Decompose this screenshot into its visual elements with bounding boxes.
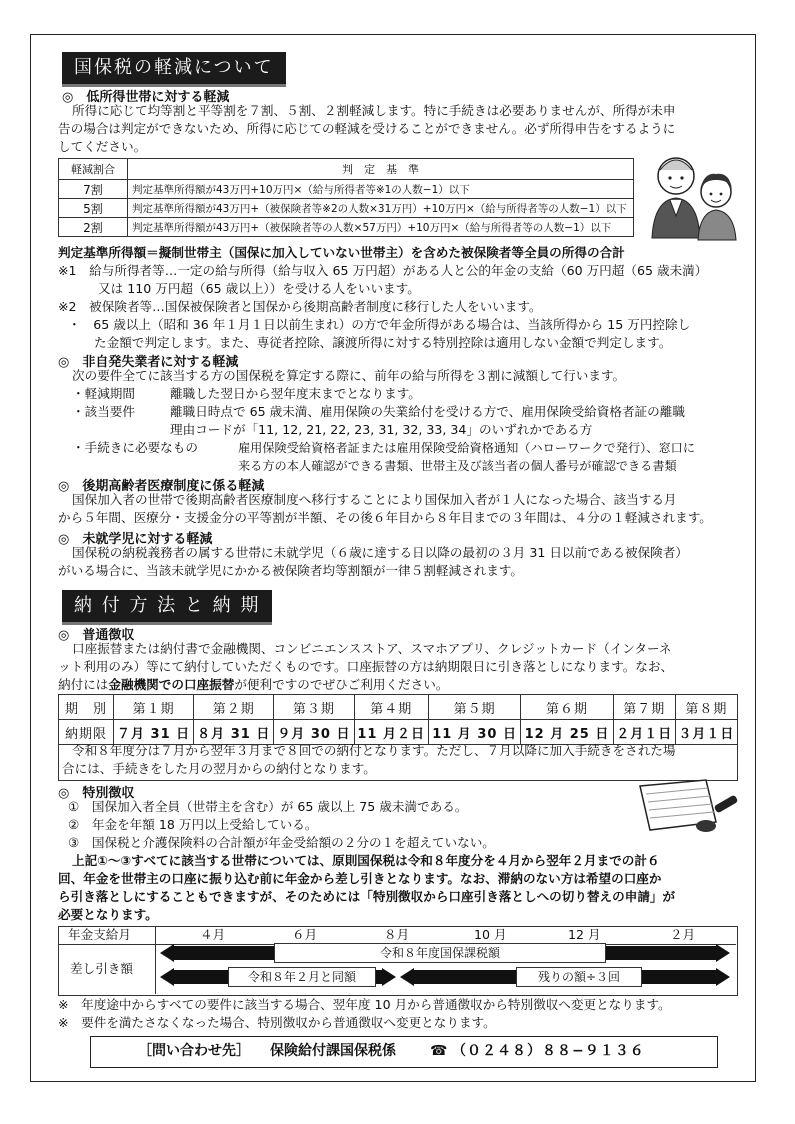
pension-month-label: 年金支給月 xyxy=(68,927,131,942)
elderly-couple-illustration xyxy=(642,150,744,242)
special-line-2: 回、年金を世帯主の口座に振り込む前に年金から差し引きとなります。なお、滞納のない方は希望の口座か xyxy=(58,871,662,886)
period-text: 離職した翌日から翌年度末までとなります。 xyxy=(170,386,421,401)
low-income-line-3: してください。 xyxy=(58,139,147,154)
low-income-title: ◎ 低所得世帯に対する軽減 xyxy=(62,90,230,105)
deduction-label: 差し引き額 xyxy=(70,961,133,976)
period-cell: 第２期 xyxy=(194,695,274,720)
special-line-1: 上記①～③すべてに該当する世帯については、原則国保税は令和８年度分を４月から翌年２月までの計６ xyxy=(72,853,660,868)
total-tax-label: 令和８年度国保課税額 xyxy=(274,943,606,963)
special-note-2: ※ 要件を満たさなくなった場合、特別徴収から普通徴収へ変更となります。 xyxy=(58,1015,496,1030)
note-1-line-1: ※1 給与所得者等…一定の給与所得（給与収入 65 万円超）がある人と公的年金の支給（60 万円超（65 歳未満） xyxy=(58,263,708,278)
regular-line-3-pre: 納付には xyxy=(58,677,109,692)
month-august: ８月 xyxy=(384,927,410,942)
contact-phone[interactable]: （０２４８）８８−９１３６ xyxy=(452,1043,645,1059)
documents-text-2: 来る方の本人確認ができる書類、世帯主及び該当者の個人番号が確認できる書類 xyxy=(238,459,677,473)
deadline-cell: ９月 30 日 xyxy=(274,720,354,745)
rate-cell: 5割 xyxy=(59,199,128,218)
note-3-line-2: た金額で判定します。また、専従者控除、譲渡所得に対する特別控除は適用しない金額で判定します。 xyxy=(94,335,672,350)
period-row-label: 期 別 xyxy=(59,695,114,720)
preschool-line-1: 国保税の納税義務者の属する世帯に未就学児（６歳に達する日以降の最初の３月 31 日以前である被保険者） xyxy=(72,545,688,560)
reduction-table xyxy=(58,158,634,237)
deadline-cell: ８月 31 日 xyxy=(194,720,274,745)
regular-collection-title: ◎ 普通徴収 xyxy=(58,628,135,643)
arrow-right-icon xyxy=(382,968,396,986)
rule-cell: 判定基準所得額が43万円+10万円×（給与所得者等※1の人数−1）以下 xyxy=(128,180,634,199)
phone-icon: ☎ xyxy=(430,1043,448,1059)
rule-cell: 判定基準所得額が43万円+（被保険者等の人数×57万円）+10万円×（給与所得者等の人数−1）以下 xyxy=(128,218,634,237)
period-cell: 第７期 xyxy=(613,695,675,720)
note-2: ※2 被保険者等…国保被保険者と国保から後期高齢者制度に移行した人をいいます。 xyxy=(58,299,542,314)
regular-line-2: ット利用のみ）等にて納付していただくものです。口座振替の方は納期限日に引き落としになります。なお、 xyxy=(58,659,674,674)
passbook-stamp-illustration xyxy=(636,778,740,838)
rule-cell: 判定基準所得額が43万円+（被保険者等※2の人数×31万円）+10万円×（給与所得者等の人数−1）以下 xyxy=(128,199,634,218)
contact-label: ［問い合わせ先］ xyxy=(138,1043,250,1059)
period-label: ・軽減期間 xyxy=(72,386,135,401)
documents-text-1: 雇用保険受給資格者証または雇用保険受給資格通知（ハローワークで発行）、窓口に xyxy=(238,441,696,455)
deadline-cell: 11 月 30 日 xyxy=(428,720,520,745)
month-december: 12 月 xyxy=(568,927,601,942)
schedule-note-1: 令和８年度分は７月から翌年３月まで８回での納付となります。ただし、７月以降に加入手続きをされた場 xyxy=(72,743,676,758)
note-3-line-1: ・ 65 歳以上（昭和 36 年１月１日以前生まれ）の方で年金所得がある場合は、当該所得から 15 万円控除し xyxy=(68,317,691,332)
period-cell: 第１期 xyxy=(114,695,194,720)
table-row xyxy=(59,695,738,720)
deadline-cell: ３月１日 xyxy=(675,720,737,745)
preschool-line-2: がいる場合に、当該未就学児にかかる被保険者均等割額が一律５割軽減されます。 xyxy=(58,563,523,578)
payment-schedule-table xyxy=(58,694,738,745)
regular-line-1: 口座振替または納付書で金融機関、コンビニエンスストア、スマホアプリ、クレジットカード（インターネ xyxy=(72,641,672,656)
deadline-cell: 12 月 25 日 xyxy=(521,720,613,745)
period-cell: 第５期 xyxy=(428,695,520,720)
condition-3: ③ 国保税と介護保険料の合計額が年金受給額の２分の１を超えていない。 xyxy=(68,835,495,850)
timeline-divider xyxy=(155,926,156,994)
requirement-label: ・該当要件 xyxy=(72,404,135,419)
condition-2: ② 年金を年額 18 万円以上受給している。 xyxy=(68,817,318,832)
first-half-label: 令和８年２月と同額 xyxy=(228,967,376,987)
col-rate-header: 軽減割合 xyxy=(59,159,128,180)
contact-department: 保険給付課国保税係 xyxy=(270,1043,396,1059)
arrow-right-icon xyxy=(716,968,730,986)
deadline-row-label: 納期限 xyxy=(59,720,114,745)
elderly-title: ◎ 後期高齢者医療制度に係る軽減 xyxy=(58,479,265,494)
regular-line-3 xyxy=(58,676,448,694)
table-row xyxy=(59,180,634,199)
period-cell: 第６期 xyxy=(521,695,613,720)
second-half-label: 残りの額÷３回 xyxy=(516,967,642,987)
condition-1: ① 国保加入者全員（世帯主を含む）が 65 歳以上 75 歳未満である。 xyxy=(68,799,468,814)
special-note-1: ※ 年度途中からすべての要件に該当する場合、翌年度 10 月から普通徴収から特別徴収へ変更となります。 xyxy=(58,997,671,1012)
involuntary-intro: 次の要件全てに該当する方の国保税を算定する際に、前年の給与所得を３割に減額して行います。 xyxy=(72,368,626,383)
table-row xyxy=(59,218,634,237)
schedule-note-2: 合には、手続きをした月の翌月からの納付となります。 xyxy=(62,761,376,776)
period-cell: 第３期 xyxy=(274,695,354,720)
involuntary-title: ◎ 非自発失業者に対する軽減 xyxy=(58,355,239,370)
month-april: ４月 xyxy=(200,927,226,942)
section-header-tax-reduction: 国保税の軽減について xyxy=(62,52,286,87)
arrow-right-icon xyxy=(716,944,730,962)
month-june: ６月 xyxy=(292,927,318,942)
special-collection-title: ◎ 特別徴収 xyxy=(58,786,135,801)
table-row xyxy=(59,199,634,218)
elderly-line-1: 国保加入者の世帯で後期高齢者医療制度へ移行することにより国保加入者が１人になった場合、該当する月 xyxy=(72,492,677,507)
income-definition: 判定基準所得額＝擬制世帯主（国保に加入していない世帯主）を含めた被保険者等全員の所得の合計 xyxy=(58,245,625,260)
month-february: ２月 xyxy=(670,927,696,942)
low-income-line-2: 告の場合は判定ができないため、所得に応じての軽減を受けることができません。必ず所得申告をするように xyxy=(58,121,676,136)
col-rule-header: 判 定 基 準 xyxy=(128,159,634,180)
documents-label: ・手続きに必要なもの xyxy=(72,440,198,455)
low-income-line-1: 所得に応じて均等割と平等割を７割、５割、２割軽減します。特に手続きは必要ありませんが、所得が未申 xyxy=(72,103,676,118)
preschool-title: ◎ 未就学児に対する軽減 xyxy=(58,532,213,547)
deadline-cell: ２月１日 xyxy=(613,720,675,745)
requirement-text-1: 離職日時点で 65 歳未満、雇用保険の失業給付を受ける方で、雇用保険受給資格者証の離職 xyxy=(170,404,685,419)
period-cell: 第８期 xyxy=(675,695,737,720)
rate-cell: 2割 xyxy=(59,218,128,237)
special-line-3: ら引き落としにすることもできますが、そのためには「特別徴収から口座引き落としへの切り替えの申請」が xyxy=(58,889,676,904)
deadline-cell: 11 月２日 xyxy=(354,720,428,745)
period-cell: 第４期 xyxy=(354,695,428,720)
deadline-cell: ７月 31 日 xyxy=(114,720,194,745)
elderly-line-2: から５年間、医療分・支援金分の平等割が半額、その後６年目から８年目までの３年間は、４分の１軽減されます。 xyxy=(58,510,712,525)
special-line-4: 必要となります。 xyxy=(58,907,158,922)
rate-cell: 7割 xyxy=(59,180,128,199)
section-header-payment: 納 付 方 法 と 納 期 xyxy=(62,590,272,625)
bank-transfer-emphasis: 金融機関での口座振替 xyxy=(108,677,235,692)
requirement-text-2: 理由コードが「11, 12, 21, 22, 23, 31, 32, 33, 34」のいずれかである方 xyxy=(170,422,593,437)
regular-line-3-post: が便利ですのでぜひご利用ください。 xyxy=(234,677,449,692)
note-1-line-2: 又は 110 万円超（65 歳以上））を受ける人をいいます。 xyxy=(98,281,420,296)
month-october: 10 月 xyxy=(474,927,507,942)
